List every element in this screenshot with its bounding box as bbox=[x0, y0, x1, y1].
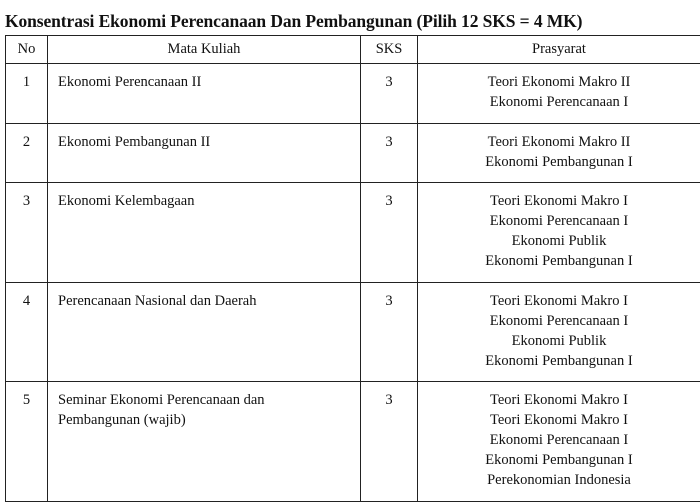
prerequisite-item: Ekonomi Pembangunan I bbox=[418, 351, 700, 371]
prerequisite-item: Teori Ekonomi Makro I bbox=[418, 191, 700, 211]
row-no: 5 bbox=[6, 382, 48, 502]
table-row bbox=[6, 382, 700, 502]
prerequisite-item: Teori Ekonomi Makro II bbox=[418, 72, 700, 92]
course-name-line: Ekonomi Kelembagaan bbox=[58, 191, 360, 211]
table-row bbox=[6, 183, 700, 283]
prerequisite-item: Teori Ekonomi Makro II bbox=[418, 132, 700, 152]
course-name-line: Seminar Ekonomi Perencanaan dan bbox=[58, 390, 360, 410]
prerequisite-item: Ekonomi Perencanaan I bbox=[418, 311, 700, 331]
course-name-line: Ekonomi Pembangunan II bbox=[58, 132, 360, 152]
prerequisite-item: Teori Ekonomi Makro I bbox=[418, 291, 700, 311]
header-prasyarat: Prasyarat bbox=[418, 36, 700, 64]
row-no: 1 bbox=[6, 64, 48, 124]
table-row bbox=[6, 124, 700, 183]
table-header-row bbox=[6, 36, 700, 64]
course-name-line: Pembangunan (wajib) bbox=[58, 410, 360, 430]
row-no: 4 bbox=[6, 283, 48, 382]
table-row bbox=[6, 283, 700, 382]
table-row bbox=[6, 64, 700, 124]
row-no: 3 bbox=[6, 183, 48, 283]
page-title: Konsentrasi Ekonomi Perencanaan Dan Pembangunan (Pilih 12 SKS = 4 MK) bbox=[5, 11, 582, 32]
prerequisite-item: Perekonomian Indonesia bbox=[418, 470, 700, 490]
row-no: 2 bbox=[6, 124, 48, 183]
prerequisite-item: Ekonomi Perencanaan I bbox=[418, 211, 700, 231]
course-table bbox=[5, 35, 700, 502]
row-course-name bbox=[48, 382, 361, 502]
header-sks: SKS bbox=[361, 36, 418, 64]
row-prerequisites bbox=[418, 283, 700, 382]
row-sks: 3 bbox=[361, 283, 418, 382]
prerequisite-item: Ekonomi Publik bbox=[418, 331, 700, 351]
prerequisite-item: Ekonomi Pembangunan I bbox=[418, 251, 700, 271]
row-sks: 3 bbox=[361, 183, 418, 283]
prerequisite-item: Ekonomi Publik bbox=[418, 231, 700, 251]
header-mata-kuliah: Mata Kuliah bbox=[48, 36, 361, 64]
row-prerequisites bbox=[418, 183, 700, 283]
course-name-line: Ekonomi Perencanaan II bbox=[58, 72, 360, 92]
row-sks: 3 bbox=[361, 64, 418, 124]
prerequisite-item: Ekonomi Pembangunan I bbox=[418, 152, 700, 172]
course-name-line: Perencanaan Nasional dan Daerah bbox=[58, 291, 360, 311]
prerequisite-item: Teori Ekonomi Makro I bbox=[418, 390, 700, 410]
row-course-name bbox=[48, 183, 361, 283]
header-no: No bbox=[6, 36, 48, 64]
row-course-name bbox=[48, 283, 361, 382]
prerequisite-item: Ekonomi Perencanaan I bbox=[418, 430, 700, 450]
prerequisite-item: Ekonomi Perencanaan I bbox=[418, 92, 700, 112]
row-course-name bbox=[48, 64, 361, 124]
row-sks: 3 bbox=[361, 382, 418, 502]
row-prerequisites bbox=[418, 382, 700, 502]
row-prerequisites bbox=[418, 64, 700, 124]
row-sks: 3 bbox=[361, 124, 418, 183]
row-course-name bbox=[48, 124, 361, 183]
prerequisite-item: Teori Ekonomi Makro I bbox=[418, 410, 700, 430]
prerequisite-item: Ekonomi Pembangunan I bbox=[418, 450, 700, 470]
row-prerequisites bbox=[418, 124, 700, 183]
